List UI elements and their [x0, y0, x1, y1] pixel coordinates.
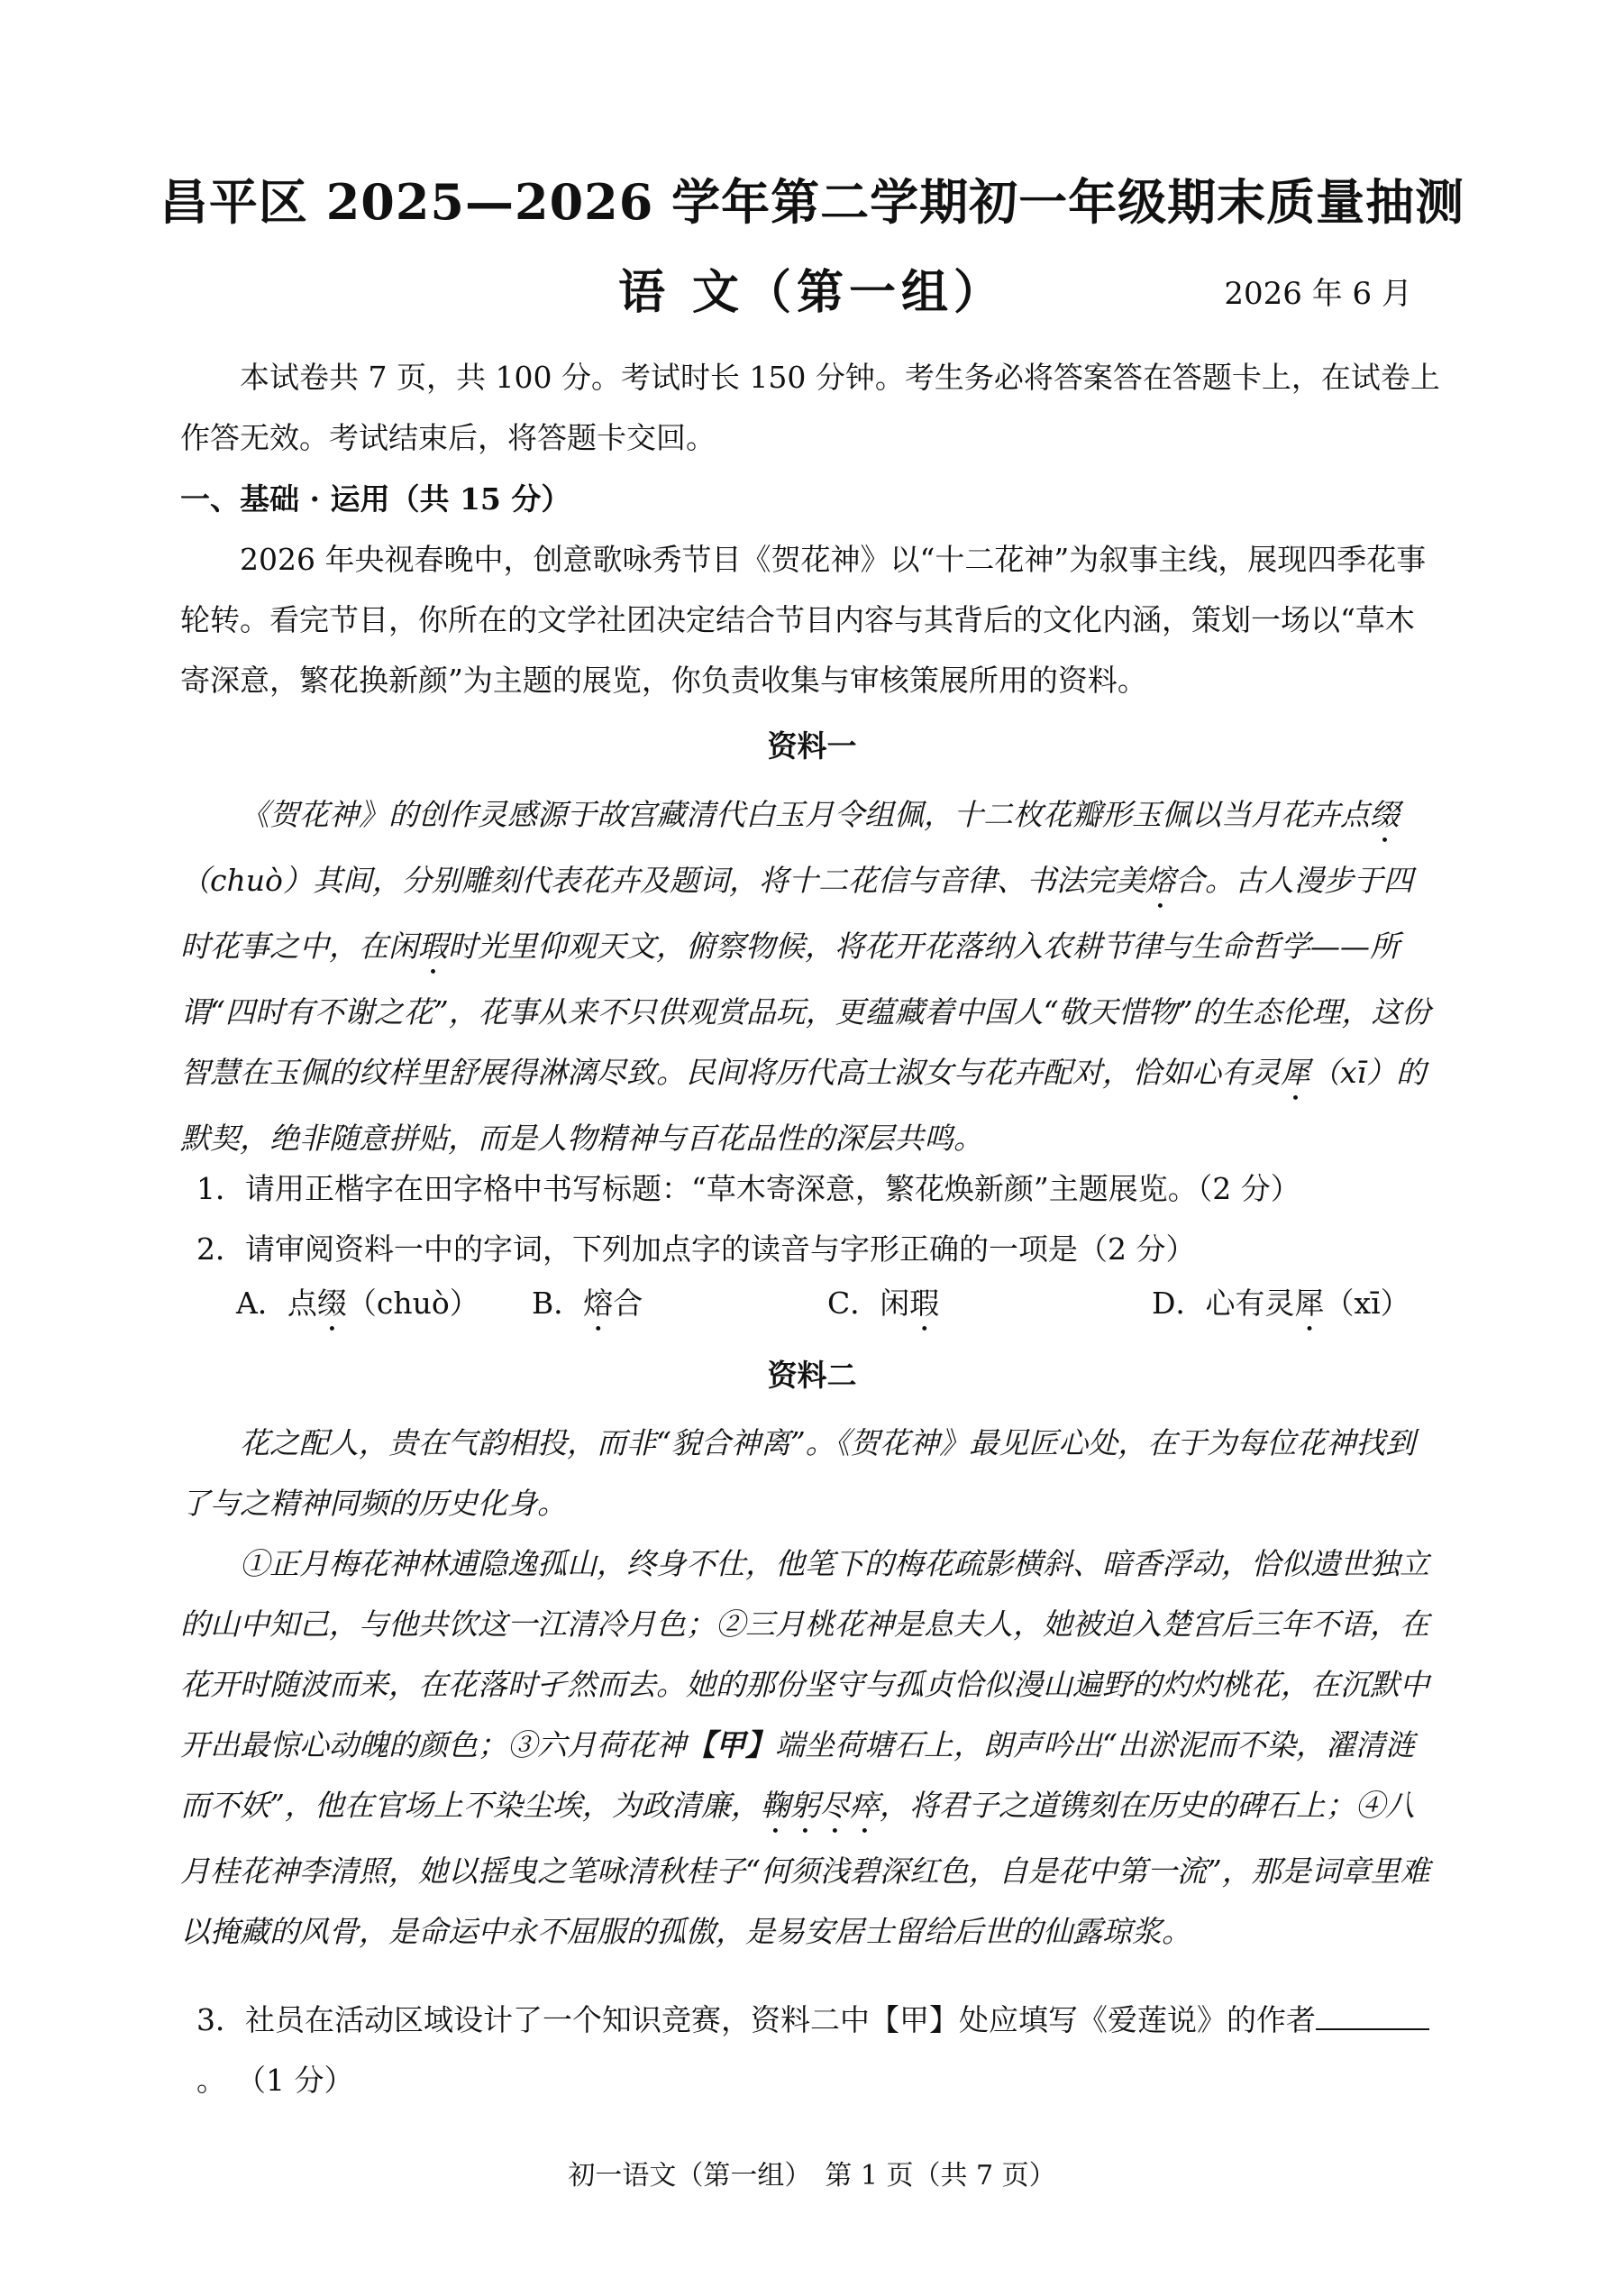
instructions — [180, 347, 1442, 468]
dotted-char-1: 缀 — [1370, 797, 1400, 832]
exam-date: 2026 年 6 月 — [1224, 276, 1412, 312]
instructions-line2: 无效。考试结束后，将答题卡交回。 — [240, 420, 716, 455]
question-2-options — [236, 1280, 1444, 1339]
answer-blank[interactable] — [1316, 2001, 1429, 2030]
dotted-char-4: 犀 — [1281, 1055, 1310, 1090]
material1-text-c: 合。古人漫步于四时花事之中，在闲 — [180, 863, 1413, 964]
section1-heading: 一、基础 · 运用（共 15 分） — [180, 481, 571, 517]
instructions-line1: 本试卷共 7 页，共 100 分。考试时长 150 分钟。考生务必将答案答在答题卡上，在试卷上作答 — [180, 360, 1440, 455]
question-1: 1．请用正楷字在田字格中书写标题：“草木寄深意，繁花焕新颜”主题展览。（2 分） — [196, 1171, 1300, 1206]
option-d[interactable]: D．心有灵犀（xī） — [1152, 1286, 1410, 1321]
material2-p2-c: ，将君子之道镌刻在历史的碑石上；④八月桂花神李清照，她以摇曳之笔咏清秋桂子“何须浅碧深红色，自是花中第一流”，那是词章里难以掩藏的风骨，是命运中永不屈服的孤傲，是易安居士留给后世的仙露琼浆。 — [180, 1788, 1430, 1949]
blank-marker-jia: 【甲】 — [686, 1727, 775, 1762]
material1-text-d: 时光里仰观天文，俯察物候，将花开花落纳入农耕节律与生命哲学——所谓“四时有不谢之花”，花事从来不只供观赏品玩，更蕴藏着中国人“敬天惜物”的生态伦理，这份智慧在玉佩的纹样里舒展得淋漓尽致。民间将历代高士淑女与花卉配对，恰如心有灵 — [180, 929, 1431, 1090]
question-3-score: （1 分） — [236, 2063, 354, 2098]
option-a[interactable]: A．点缀（chuò） — [236, 1286, 479, 1321]
option-c[interactable]: C．闲瑕 — [827, 1286, 940, 1321]
material1-text — [180, 784, 1442, 1168]
dotted-phrase: 鞠躬尽瘁 — [760, 1788, 880, 1823]
material1-text-b: （chuò）其间，分别雕刻代表花卉及题词，将十二花信与音律、书法完美 — [180, 863, 1145, 898]
material2-p2-b: 端坐荷塘石上，朗声吟出“出淤泥而不染，濯清涟而不妖”，他在官场上不染尘埃，为政清廉， — [180, 1727, 1415, 1823]
material2-p1: 花之配人，贵在气韵相投，而非“貌合神离”。《贺花神》最见匠心处，在于为每位花神找到了与之精神同频的历史化身。 — [180, 1425, 1416, 1521]
material2-p2-a: ①正月梅花神林逋隐逸孤山，终身不仕，他笔下的梅花疏影横斜、暗香浮动，恰似遗世独立的山中知己，与他共饮这一江清冷月色；②三月桃花神是息夫人，她被迫入楚宫后三年不语，在花开时随波而来，在花落时孑然而去。她的那份坚守与孤贞恰似漫山遍野的灼灼桃花，在沉默中开出最惊心动魄的颜色；③六月荷花神 — [180, 1546, 1429, 1762]
material2-p2 — [180, 1533, 1442, 1962]
dotted-char-2: 熔 — [1145, 863, 1175, 898]
question-3: 3．社员在活动区域设计了一个知识竞赛，资料二中【甲】处应填写《爱莲说》的作者。 — [196, 1990, 1449, 2110]
page-subtitle: 语 文（第一组） — [617, 265, 1007, 320]
page-title: 昌平区 2025—2026 学年第二学期初一年级期末质量抽测 — [159, 173, 1465, 231]
question-2: 2．请审阅资料一中的字词，下列加点字的读音与字形正确的一项是（2 分） — [196, 1231, 1196, 1267]
material1-heading: 资料一 — [767, 728, 857, 764]
section1-intro: 2026 年央视春晚中，创意歌咏秀节目《贺花神》以“十二花神”为叙事主线，展现四季花事轮转。看完节目，你所在的文学社团决定结合节目内容与其背后的文化内涵，策划一场以“草木寄深意，繁花换新颜”为主题的展览，你负责收集与审核策展所用的资料。 — [180, 542, 1427, 698]
dotted-char-3: 瑕 — [418, 929, 448, 964]
material1-text-a: 《贺花神》的创作灵感源于故宫藏清代白玉月令组佩，十二枚花瓣形玉佩以当月花卉点 — [240, 797, 1370, 832]
material1-text-e: （xī）的默契，绝非随意拼贴，而是人物精神与百花品性的深层共鸣。 — [180, 1055, 1427, 1156]
page-footer: 初一语文（第一组） 第 1 页（共 7 页） — [568, 2160, 1056, 2192]
question-3-text: 3．社员在活动区域设计了一个知识竞赛，资料二中【甲】处应填写《爱莲说》的作者 — [196, 2002, 1316, 2037]
material2-heading: 资料二 — [767, 1358, 857, 1393]
option-b[interactable]: B．熔合 — [532, 1286, 643, 1321]
